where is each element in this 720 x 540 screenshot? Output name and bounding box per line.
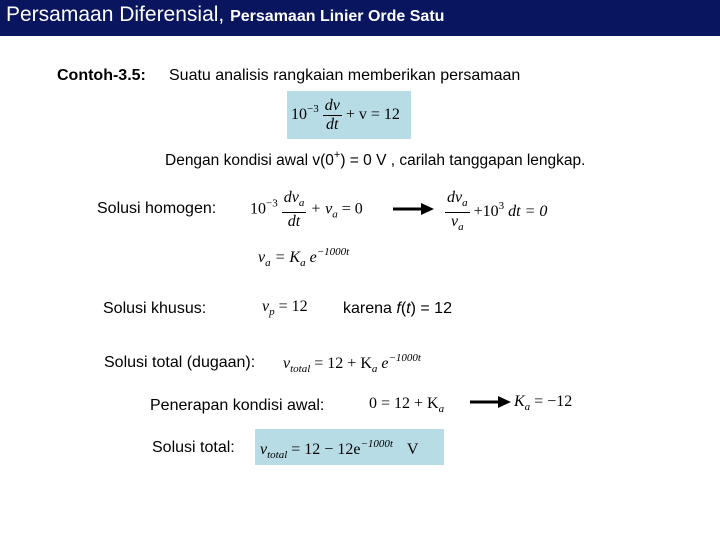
slide-title [6,3,444,27]
homogeneous-eq2: $\frac{dv_a}{v_a}$ $+10^3$ dt = 0 [447,189,548,233]
main-equation [287,91,411,139]
initial-eq1: $0 = 12 + K_a$ [369,395,445,415]
slide-title-sub: Persamaan Linier Orde Satu [230,8,445,25]
title-bar [0,0,720,36]
condition-text: Dengan kondisi awal v(0+) = 0 V , carilah tanggapan lengkap. [165,149,586,169]
slide-title-main: Persamaan Diferensial, [6,3,231,26]
arrow-right-icon [470,395,512,409]
homogeneous-label: Solusi homogen: [97,200,217,217]
eq-coef: 10 [291,106,307,124]
initial-eq2: $K_a = -12$ [514,393,573,413]
example-text: Suatu analisis rangkaian memberikan persamaan [169,67,521,84]
eq-exp: −3 [307,103,319,116]
example-label: Contoh-3.5: [57,67,146,84]
total-equation: $v_{total} = 12 - 12e^{-1000t}$ V [255,429,444,465]
total-guess-label: Solusi total (dugaan): [104,354,256,371]
particular-note: karena f(t) = 12 [343,300,452,317]
eq-derivative: $\frac{dv}{dt}$ [324,97,340,133]
initial-label: Penerapan kondisi awal: [150,397,325,414]
arrow-right-icon [393,202,435,216]
total-guess-eq: $v_{total} = 12 + K_a$ $e^{-1000t}$ [283,352,421,375]
homogeneous-eq1: $10^{-3}$ $\frac{dv_a}{dt}$ + $v_a = 0$ [250,189,363,230]
eq-rest: + v = 12 [345,106,400,124]
particular-eq: $v_p = 12$ [262,298,308,318]
homogeneous-eq3: $v_a = K_a$ $e^{-1000t}$ [258,246,350,269]
unit-label: V [406,441,419,458]
total-label: Solusi total: [152,439,235,456]
particular-label: Solusi khusus: [103,300,207,317]
